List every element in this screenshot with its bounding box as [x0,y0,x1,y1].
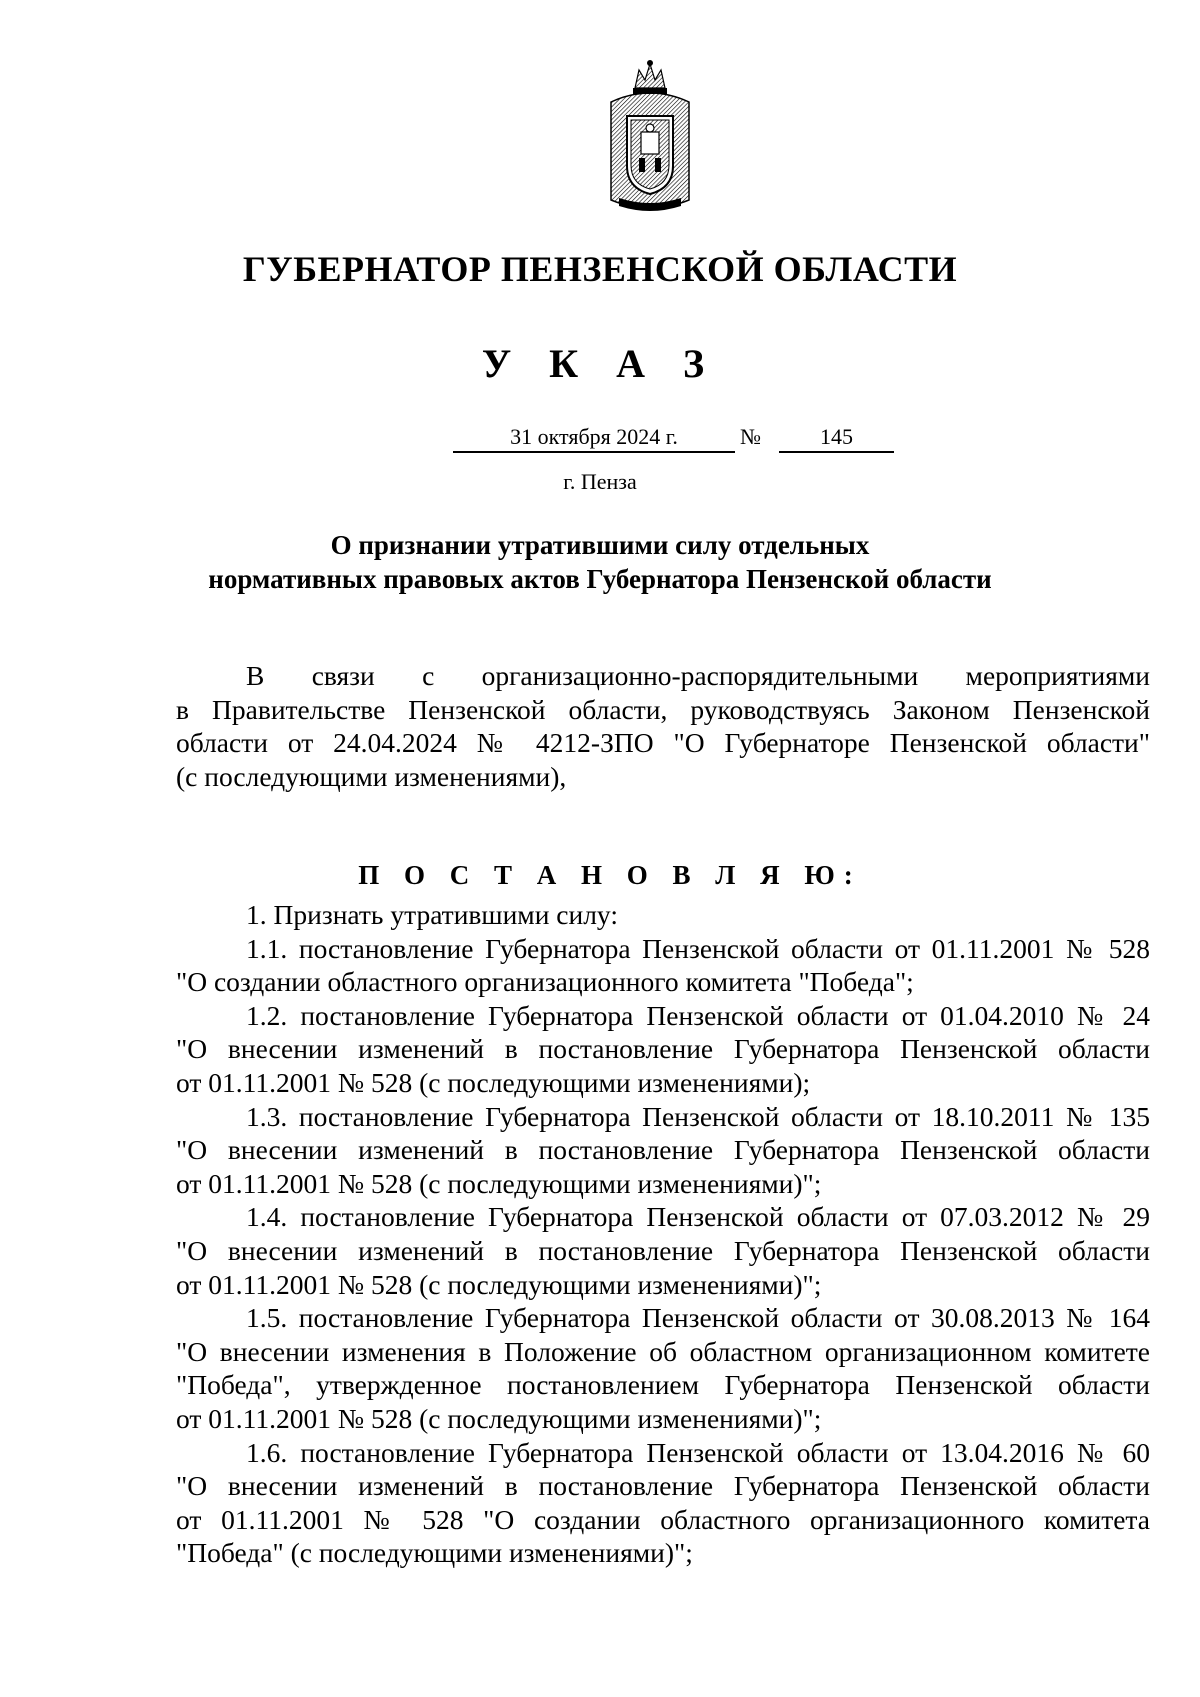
paragraph-line: области от 24.04.2024 № 4212-ЗПО "О Губернаторе Пензенской области" [176,727,1150,759]
list-item-line: от 01.11.2001 № 528 (с последующими изменениями)"; [176,1402,822,1434]
document-city: г. Пенза [563,469,637,494]
list-item-line: "О внесении изменения в Положение об областном организационном комитете [176,1335,1150,1367]
list-item-line: от 01.11.2001 № 528 (с последующими изменениями); [176,1066,811,1098]
list-item-line: 1.2. постановление Губернатора Пензенской области от 01.04.2010 № 24 [246,999,1150,1031]
authority-heading: ГУБЕРНАТОР ПЕНЗЕНСКОЙ ОБЛАСТИ [242,249,958,289]
list-item-line: 1.1. постановление Губернатора Пензенской области от 01.11.2001 № 528 [246,932,1150,964]
list-item-line: "Победа", утвержденное постановлением Губернатора Пензенской области [176,1369,1150,1401]
coat-of-arms-icon [605,58,695,213]
paragraph-line: в Правительстве Пензенской области, руководствуясь Законом Пензенской [176,693,1150,725]
list-item-line: от 01.11.2001 № 528 (с последующими изменениями)"; [176,1268,822,1300]
list-item-line: "О внесении изменений в постановление Губернатора Пензенской области [176,1033,1150,1065]
list-item-line: 1.3. постановление Губернатора Пензенской области от 18.10.2011 № 135 [246,1100,1150,1132]
list-item-line: 1. Признать утратившими силу: [246,899,618,930]
paragraph-line: В связи с организационно-распорядительными мероприятиями [246,660,1150,691]
document-title [150,528,1050,596]
list-item-line: 1.5. постановление Губернатора Пензенской области от 30.08.2013 № 164 [246,1302,1150,1334]
list-item-line: от 01.11.2001 № 528 "О создании областного организационного комитета [176,1503,1150,1535]
preamble-paragraph [176,659,1150,793]
list-item-line: "О создании областного организационного комитета "Победа"; [176,966,914,998]
resolve-heading: П О С Т А Н О В Л Я Ю: [358,860,862,890]
document-title-line: О признании утратившими силу отдельных [330,530,870,560]
list-item-line: "О внесении изменений в постановление Губернатора Пензенской области [176,1470,1150,1502]
number-sign: № [740,424,761,449]
list-item-line: "О внесении изменений в постановление Губернатора Пензенской области [176,1234,1150,1266]
list-item-line: "О внесении изменений в постановление Губернатора Пензенской области [176,1134,1150,1166]
list-item-line: 1.4. постановление Губернатора Пензенской области от 07.03.2012 № 29 [246,1201,1150,1233]
list-item-line: "Победа" (с последующими изменениями)"; [176,1537,693,1569]
items-list [176,898,1150,1570]
paragraph-line: (с последующими изменениями), [176,760,567,792]
list-item-line: 1.6. постановление Губернатора Пензенской области от 13.04.2016 № 60 [246,1436,1150,1468]
document-type-heading: У К А З [481,341,719,386]
list-item-line: от 01.11.2001 № 528 (с последующими изменениями)"; [176,1167,822,1199]
document-number: 145 [779,424,894,453]
document-date: 31 октября 2024 г. [453,424,735,453]
document-title-line: нормативных правовых актов Губернатора Пензенской области [208,564,992,594]
